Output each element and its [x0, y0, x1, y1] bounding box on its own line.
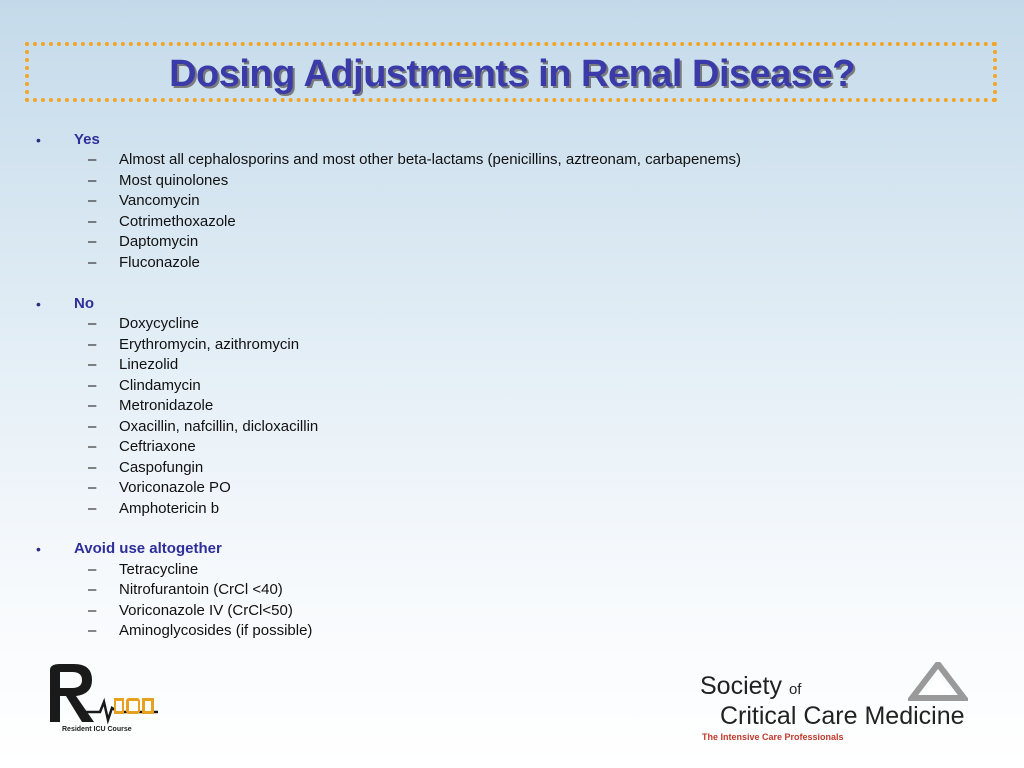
sccm-tagline: The Intensive Care Professionals — [702, 732, 844, 742]
sccm-society: Society — [700, 672, 782, 700]
bullet-icon: • — [36, 541, 41, 557]
ricu-logo — [40, 660, 170, 740]
sccm-triangle-icon — [908, 662, 968, 702]
list-item: Ceftriaxone — [119, 438, 196, 455]
sccm-line2: Critical Care Medicine — [720, 702, 965, 730]
list-item: Vancomycin — [119, 192, 200, 209]
dash-icon: – — [88, 397, 97, 414]
dash-icon: – — [88, 602, 97, 619]
dash-icon: – — [88, 438, 97, 455]
list-item: Clindamycin — [119, 377, 201, 394]
list-item: Aminoglycosides (if possible) — [119, 622, 313, 639]
list-item: Nitrofurantoin (CrCl <40) — [119, 581, 283, 598]
dash-icon: – — [88, 377, 97, 394]
dash-icon: – — [88, 459, 97, 476]
dash-icon: – — [88, 479, 97, 496]
list-item: Most quinolones — [119, 172, 229, 189]
ricu-logo-mark-icon — [40, 660, 170, 726]
dash-icon: – — [88, 581, 97, 598]
sccm-logo — [694, 662, 974, 746]
list-item: Voriconazole PO — [119, 479, 231, 496]
list-item: Caspofungin — [119, 459, 204, 476]
ricu-subtitle: Resident ICU Course — [62, 726, 132, 733]
dash-icon: – — [88, 254, 97, 271]
section-heading-yes: Yes — [74, 131, 100, 148]
bullet-icon: • — [36, 296, 41, 312]
slide-title: Dosing Adjustments in Renal Disease? — [169, 53, 855, 95]
dash-icon: – — [88, 213, 97, 230]
list-item: Doxycycline — [119, 315, 200, 332]
list-item: Voriconazole IV (CrCl<50) — [119, 602, 293, 619]
dash-icon: – — [88, 418, 97, 435]
sccm-of: of — [788, 681, 802, 698]
list-item: Tetracycline — [119, 561, 199, 578]
list-item: Oxacillin, nafcillin, dicloxacillin — [119, 418, 319, 435]
list-item: Fluconazole — [119, 254, 200, 271]
dash-icon: – — [88, 561, 97, 578]
bullet-icon: • — [36, 132, 41, 148]
list-item: Erythromycin, azithromycin — [119, 336, 300, 353]
list-item: Almost all cephalosporins and most other beta-lactams (penicillins, aztreonam, carbapenems) — [119, 151, 741, 168]
list-item: Daptomycin — [119, 233, 199, 250]
list-item: Cotrimethoxazole — [119, 213, 236, 230]
dash-icon: – — [88, 622, 97, 639]
dash-icon: – — [88, 151, 97, 168]
section-heading-avoid: Avoid use altogether — [74, 540, 222, 557]
dash-icon: – — [88, 315, 97, 332]
list-item: Metronidazole — [119, 397, 214, 414]
list-item: Amphotericin b — [119, 500, 220, 517]
section-heading-no: No — [74, 295, 94, 312]
dash-icon: – — [88, 336, 97, 353]
dash-icon: – — [88, 172, 97, 189]
sccm-line1 — [700, 672, 801, 701]
dash-icon: – — [88, 192, 97, 209]
list-item: Linezolid — [119, 356, 179, 373]
dash-icon: – — [88, 233, 97, 250]
dash-icon: – — [88, 500, 97, 517]
dash-icon: – — [88, 356, 97, 373]
